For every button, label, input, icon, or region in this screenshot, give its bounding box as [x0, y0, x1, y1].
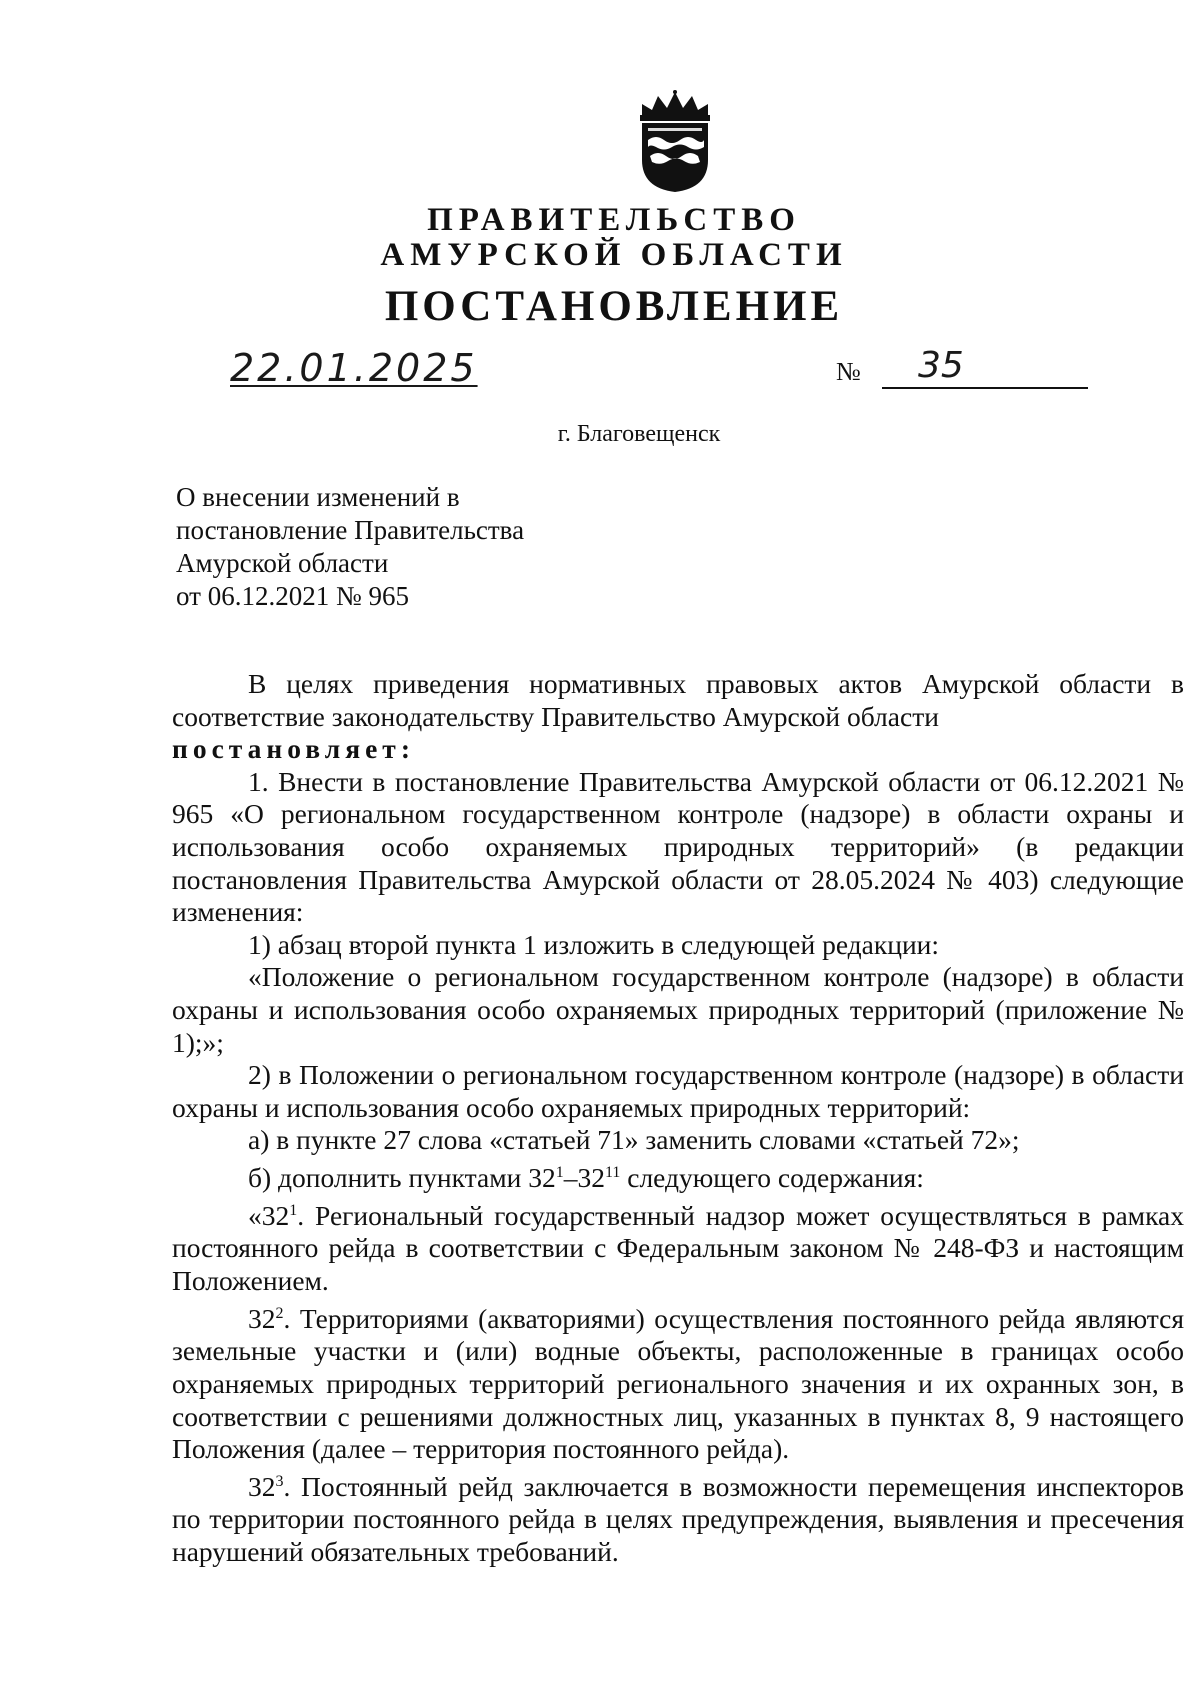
decree-word-text: постановляет: [172, 733, 415, 765]
paragraph-32-3: $32^3$. Постоянный рейд заключается в возможности перемещения инспекторов по территории постоянного рейда в целях предупреждения, выявления и пресечения нарушений обязательных требований. [172, 1470, 1184, 1568]
number-label: № [836, 357, 861, 386]
paragraph-32-2: $32^2$. Территориями (акваториями) осуществления постоянного рейда являются земельные участки и (или) водные объекты, расположенные в границах особо охраняемых природных территорий регионального значения и их охранных зон, в соответствии с решениями должностных лиц, указанных в пунктах 8, 9 настоящего Положения (далее – территория постоянного рейда). [172, 1302, 1184, 1465]
item-1-paragraph: 1. Внести в постановление Правительства Амурской области от 06.12.2021 № 965 «О региональном государственном контроле (надзоре) в области охраны и использования особо охраняемых природных территорий» (в редакции постановления Правительства Амурской области от 28.05.2024 № 403) следующие изменения: [172, 765, 1184, 928]
quoted-paragraph: «Положение о региональном государственном контроле (надзоре) в области охраны и использования особо охраняемых природных территорий (приложение № 1);»; [172, 961, 1184, 1058]
subject-block [176, 481, 524, 613]
document-type-title: ПОСТАНОВЛЕНИЕ [384, 283, 844, 330]
coat-of-arms-icon [634, 90, 716, 194]
subject-line: Амурской области [176, 548, 389, 578]
handwritten-date: 22.01.2025 [230, 346, 478, 390]
subitem-2b-paragraph: б) дополнить пунктами $32^1-32^{11}$ следующего содержания: [248, 1162, 924, 1194]
subitem-2-paragraph: 2) в Положении о региональном государственном контроле (надзоре) в области охраны и использования особо охраняемых природных территорий: [172, 1059, 1184, 1123]
city-line: г. Благовещенск [557, 421, 721, 447]
organization-name-line1: ПРАВИТЕЛЬСТВО [427, 202, 801, 238]
document-body [172, 668, 1184, 1569]
paragraph-32-1: «$32^1$. Региональный государственный надзор может осуществляться в рамках постоянного рейда в соответствии с Федеральным законом № 248-ФЗ и настоящим Положением. [172, 1199, 1184, 1296]
preamble-paragraph: В целях приведения нормативных правовых актов Амурской области в соответствие законодательству Правительство Амурской области [172, 668, 1184, 732]
subject-line: от 06.12.2021 № 965 [176, 581, 409, 611]
subitem-2a-paragraph: а) в пункте 27 слова «статьей 71» заменить словами «статьей 72»; [248, 1124, 1020, 1156]
number-underline [882, 387, 1088, 389]
subject-line: О внесении изменений в [176, 482, 460, 512]
organization-name-line2: АМУРСКОЙ ОБЛАСТИ [380, 237, 848, 273]
subject-line: постановление Правительства [176, 515, 525, 545]
handwritten-number: 35 [918, 345, 964, 386]
subitem-1-paragraph: 1) абзац второй пункта 1 изложить в следующей редакции: [248, 928, 940, 960]
decree-word [172, 733, 1184, 766]
